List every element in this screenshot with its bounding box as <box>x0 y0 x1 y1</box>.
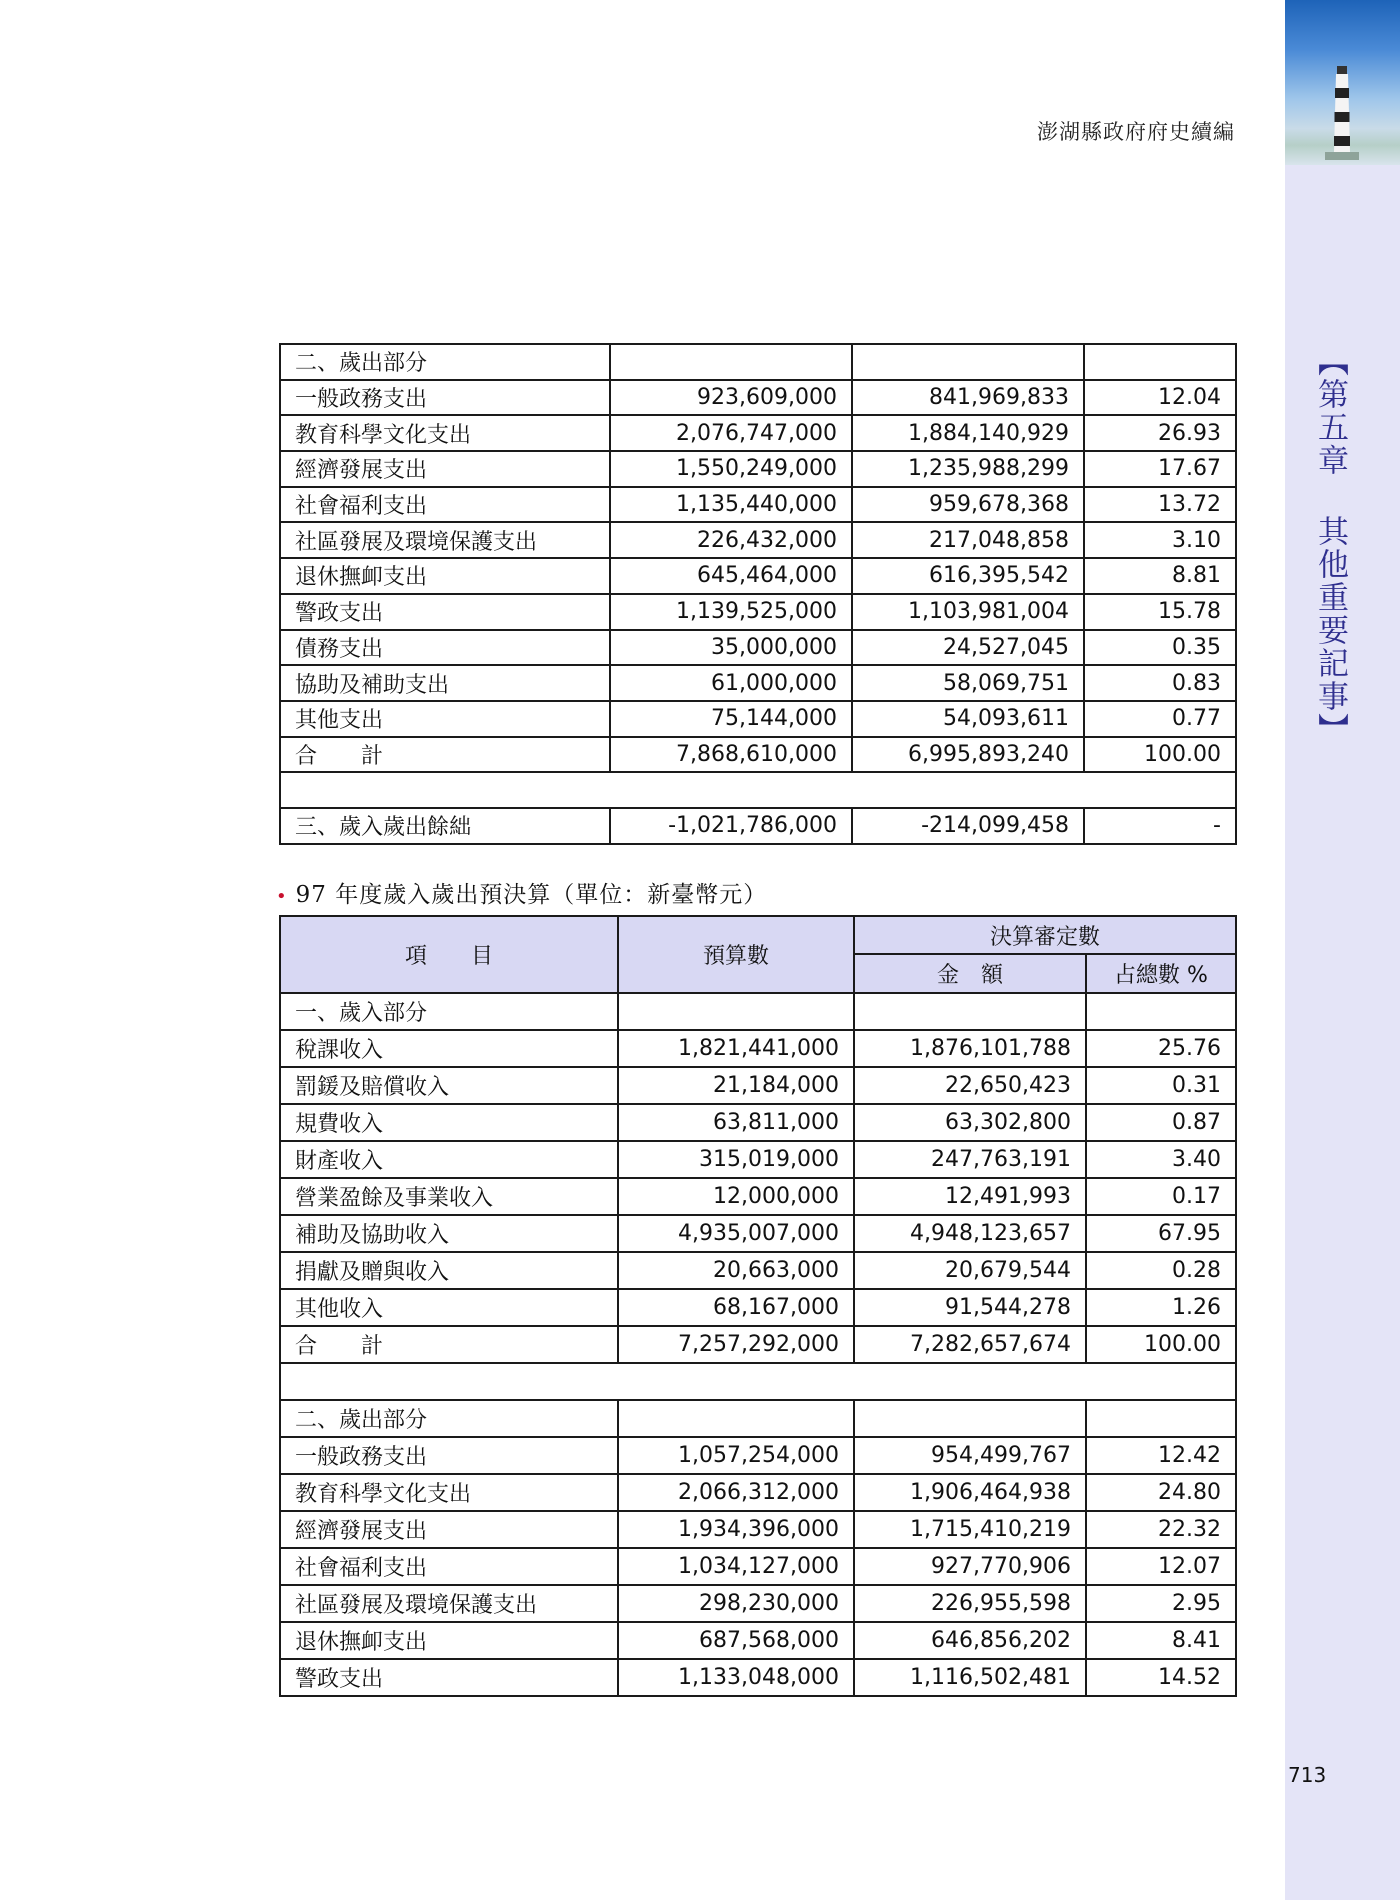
table-row <box>280 1215 1236 1252</box>
percent-value: 67.95 <box>1086 1215 1236 1252</box>
budget-value: 645,464,000 <box>610 558 852 594</box>
table-row <box>280 415 1236 451</box>
bullet-icon: • <box>276 886 288 907</box>
blank-cell <box>280 772 1236 808</box>
percent-value: 0.35 <box>1084 630 1236 666</box>
total-row <box>280 1326 1236 1363</box>
percent-value: 25.76 <box>1086 1030 1236 1067</box>
table2-header <box>280 916 1236 993</box>
percent-value: 12.07 <box>1086 1548 1236 1585</box>
percent-value: 8.41 <box>1086 1622 1236 1659</box>
amount-value: 20,679,544 <box>854 1252 1086 1289</box>
header-amount: 金 額 <box>854 954 1086 993</box>
percent-value: - <box>1084 808 1236 844</box>
row-label: 一般政務支出 <box>280 1437 618 1474</box>
percent-value: 12.04 <box>1084 380 1236 416</box>
percent-value: 0.83 <box>1084 665 1236 701</box>
table-row <box>280 1104 1236 1141</box>
budget-value: 1,139,525,000 <box>610 594 852 630</box>
header-pct: 占總數 % <box>1086 954 1236 993</box>
percent-value: 24.80 <box>1086 1474 1236 1511</box>
row-label: 一般政務支出 <box>280 380 610 416</box>
amount-value: 1,235,988,299 <box>852 451 1084 487</box>
budget-value: 298,230,000 <box>618 1585 854 1622</box>
table-row <box>280 487 1236 523</box>
budget-value: 4,935,007,000 <box>618 1215 854 1252</box>
row-label: 合 計 <box>280 737 610 773</box>
budget-value: 7,868,610,000 <box>610 737 852 773</box>
percent-value: 0.17 <box>1086 1178 1236 1215</box>
percent-value: 15.78 <box>1084 594 1236 630</box>
row-label: 退休撫卹支出 <box>280 1622 618 1659</box>
row-label: 教育科學文化支出 <box>280 1474 618 1511</box>
amount-value: 12,491,993 <box>854 1178 1086 1215</box>
percent-value: 100.00 <box>1084 737 1236 773</box>
table-row <box>280 701 1236 737</box>
percent-value: 100.00 <box>1086 1326 1236 1363</box>
amount-value: 7,282,657,674 <box>854 1326 1086 1363</box>
budget-value: 2,066,312,000 <box>618 1474 854 1511</box>
row-label: 其他支出 <box>280 701 610 737</box>
table1-body <box>280 344 1236 844</box>
table-row <box>280 594 1236 630</box>
empty-cell <box>618 993 854 1030</box>
budget-value: 1,135,440,000 <box>610 487 852 523</box>
row-label: 警政支出 <box>280 1659 618 1696</box>
percent-value: 0.28 <box>1086 1252 1236 1289</box>
percent-value: 12.42 <box>1086 1437 1236 1474</box>
amount-value: 1,876,101,788 <box>854 1030 1086 1067</box>
percent-value: 22.32 <box>1086 1511 1236 1548</box>
row-label: 合 計 <box>280 1326 618 1363</box>
total-row <box>280 737 1236 773</box>
budget-value: 226,432,000 <box>610 522 852 558</box>
budget-value: 12,000,000 <box>618 1178 854 1215</box>
row-label: 稅課收入 <box>280 1030 618 1067</box>
row-label: 規費收入 <box>280 1104 618 1141</box>
table-row <box>280 1548 1236 1585</box>
budget-value: 1,133,048,000 <box>618 1659 854 1696</box>
table-row <box>280 1585 1236 1622</box>
chapter-side-strip <box>1285 0 1400 1900</box>
amount-value: 1,103,981,004 <box>852 594 1084 630</box>
header-budget: 預算數 <box>618 916 854 993</box>
table-row <box>280 630 1236 666</box>
budget-value: 1,034,127,000 <box>618 1548 854 1585</box>
budget-value: 7,257,292,000 <box>618 1326 854 1363</box>
percent-value: 2.95 <box>1086 1585 1236 1622</box>
row-label: 社會福利支出 <box>280 1548 618 1585</box>
lighthouse-icon <box>1325 60 1359 160</box>
row-label: 其他收入 <box>280 1289 618 1326</box>
amount-value: 6,995,893,240 <box>852 737 1084 773</box>
budget-value: 1,057,254,000 <box>618 1437 854 1474</box>
blank-row <box>280 772 1236 808</box>
table-row <box>280 1289 1236 1326</box>
table-row <box>280 1178 1236 1215</box>
row-label: 社區發展及環境保護支出 <box>280 522 610 558</box>
amount-value: 1,116,502,481 <box>854 1659 1086 1696</box>
row-label: 捐獻及贈與收入 <box>280 1252 618 1289</box>
table-row <box>280 344 1236 380</box>
budget-value: 687,568,000 <box>618 1622 854 1659</box>
header-item: 項 目 <box>280 916 618 993</box>
section-row <box>280 1400 1236 1437</box>
row-label: 財產收入 <box>280 1141 618 1178</box>
percent-value: 0.87 <box>1086 1104 1236 1141</box>
amount-value: 4,948,123,657 <box>854 1215 1086 1252</box>
amount-value: -214,099,458 <box>852 808 1084 844</box>
amount-value: 1,906,464,938 <box>854 1474 1086 1511</box>
budget-table-continued <box>279 343 1237 845</box>
row-label: 社區發展及環境保護支出 <box>280 1585 618 1622</box>
amount-value: 959,678,368 <box>852 487 1084 523</box>
row-label: 補助及協助收入 <box>280 1215 618 1252</box>
budget-value: 20,663,000 <box>618 1252 854 1289</box>
table-row <box>280 1030 1236 1067</box>
budget-value: 315,019,000 <box>618 1141 854 1178</box>
blank-cell <box>280 1363 1236 1400</box>
percent-value: 3.10 <box>1084 522 1236 558</box>
amount-value: 226,955,598 <box>854 1585 1086 1622</box>
empty-cell <box>618 1400 854 1437</box>
amount-value: 646,856,202 <box>854 1622 1086 1659</box>
row-label: 教育科學文化支出 <box>280 415 610 451</box>
table-row <box>280 1511 1236 1548</box>
page-number: 713 <box>1288 1763 1327 1787</box>
percent-value: 13.72 <box>1084 487 1236 523</box>
table-row <box>280 665 1236 701</box>
amount-value: 1,884,140,929 <box>852 415 1084 451</box>
table-row <box>280 1659 1236 1696</box>
percent-value: 0.77 <box>1084 701 1236 737</box>
section-label: 二、歲出部分 <box>280 344 610 380</box>
header-final: 決算審定數 <box>854 916 1236 954</box>
amount-value: 58,069,751 <box>852 665 1084 701</box>
book-title: 澎湖縣政府府史續編 <box>1037 120 1235 144</box>
header-row <box>280 916 1236 954</box>
amount-value: 24,527,045 <box>852 630 1084 666</box>
row-label: 社會福利支出 <box>280 487 610 523</box>
amount-value: 954,499,767 <box>854 1437 1086 1474</box>
row-label: 三、歲入歲出餘絀 <box>280 808 610 844</box>
percent-value: 14.52 <box>1086 1659 1236 1696</box>
table-row <box>280 1622 1236 1659</box>
budget-value: 75,144,000 <box>610 701 852 737</box>
table-row <box>280 522 1236 558</box>
table-row <box>280 451 1236 487</box>
row-label: 營業盈餘及事業收入 <box>280 1178 618 1215</box>
section-row <box>280 993 1236 1030</box>
row-label: 警政支出 <box>280 594 610 630</box>
percent-value: 26.93 <box>1084 415 1236 451</box>
budget-value: -1,021,786,000 <box>610 808 852 844</box>
percent-value: 8.81 <box>1084 558 1236 594</box>
section-label: 二、歲出部分 <box>280 1400 618 1437</box>
amount-value: 927,770,906 <box>854 1548 1086 1585</box>
percent-value: 3.40 <box>1086 1141 1236 1178</box>
budget-value: 1,934,396,000 <box>618 1511 854 1548</box>
table2-body <box>280 993 1236 1696</box>
percent-value: 0.31 <box>1086 1067 1236 1104</box>
amount-value: 616,395,542 <box>852 558 1084 594</box>
section-label: 一、歲入部分 <box>280 993 618 1030</box>
row-label: 經濟發展支出 <box>280 451 610 487</box>
row-label: 罰鍰及賠償收入 <box>280 1067 618 1104</box>
budget-value: 61,000,000 <box>610 665 852 701</box>
table-row <box>280 1067 1236 1104</box>
budget-value: 1,550,249,000 <box>610 451 852 487</box>
budget-value: 2,076,747,000 <box>610 415 852 451</box>
empty-cell <box>1086 993 1236 1030</box>
section-heading <box>276 876 767 909</box>
section-heading-text: 97 年度歲入歲出預決算（單位：新臺幣元） <box>295 882 768 908</box>
percent-value: 1.26 <box>1086 1289 1236 1326</box>
chapter-label: 【第五章 其他重要記事】 <box>1312 345 1348 746</box>
empty-cell <box>1086 1400 1236 1437</box>
amount-value: 22,650,423 <box>854 1067 1086 1104</box>
blank-row <box>280 1363 1236 1400</box>
empty-cell <box>854 1400 1086 1437</box>
amount-value: 91,544,278 <box>854 1289 1086 1326</box>
amount-value: 1,715,410,219 <box>854 1511 1086 1548</box>
amount-value: 54,093,611 <box>852 701 1084 737</box>
row-label: 債務支出 <box>280 630 610 666</box>
amount-value: 841,969,833 <box>852 380 1084 416</box>
row-label: 經濟發展支出 <box>280 1511 618 1548</box>
lighthouse-photo <box>1285 0 1400 165</box>
amount-value: 217,048,858 <box>852 522 1084 558</box>
budget-value: 63,811,000 <box>618 1104 854 1141</box>
row-label: 協助及補助支出 <box>280 665 610 701</box>
amount-value: 63,302,800 <box>854 1104 1086 1141</box>
table-row <box>280 1474 1236 1511</box>
table-row <box>280 1252 1236 1289</box>
amount-value: 247,763,191 <box>854 1141 1086 1178</box>
budget-value: 21,184,000 <box>618 1067 854 1104</box>
percent-value: 17.67 <box>1084 451 1236 487</box>
empty-cell <box>854 993 1086 1030</box>
budget-value: 1,821,441,000 <box>618 1030 854 1067</box>
budget-value: 923,609,000 <box>610 380 852 416</box>
table-row <box>280 1141 1236 1178</box>
budget-value: 68,167,000 <box>618 1289 854 1326</box>
budget-value: 35,000,000 <box>610 630 852 666</box>
row-label: 退休撫卹支出 <box>280 558 610 594</box>
balance-row <box>280 808 1236 844</box>
table-row <box>280 558 1236 594</box>
table-row <box>280 380 1236 416</box>
budget-table-97 <box>279 915 1237 1697</box>
table-row <box>280 1437 1236 1474</box>
